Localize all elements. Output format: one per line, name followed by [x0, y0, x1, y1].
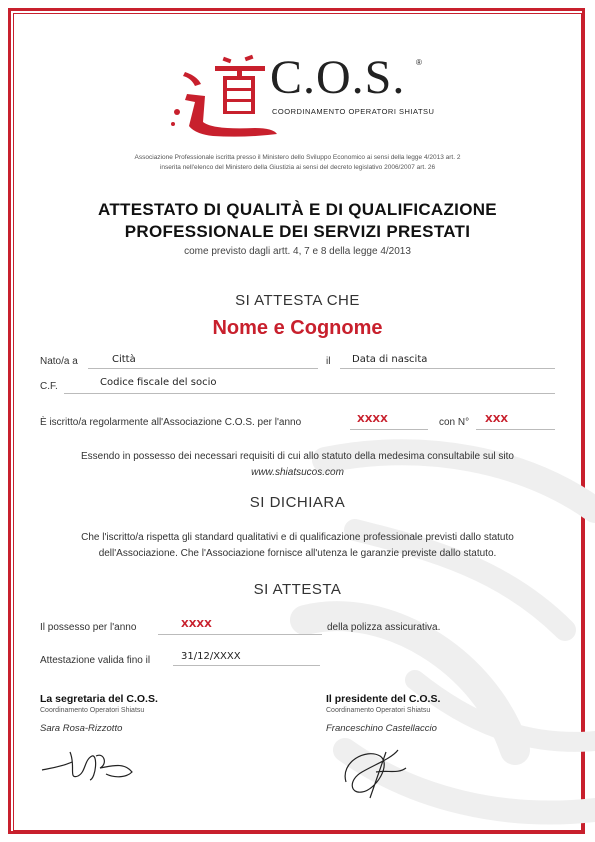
city-value: Città [112, 354, 136, 365]
born-label: Nato/a a [40, 356, 78, 367]
valid-label: Attestazione valida fino il [40, 655, 151, 666]
possession-year-value: XXXX [181, 619, 212, 630]
document-title [0, 199, 595, 243]
possession-year-underline [158, 634, 322, 635]
website-link[interactable]: www.shiatsucos.com [251, 467, 344, 478]
brand-subtitle: COORDINAMENTO OPERATORI SHIATSU [272, 107, 435, 116]
section-heading-attesta-che: SI ATTESTA CHE [235, 292, 360, 309]
secretary-subtitle: Coordinamento Operatori Shiatsu [40, 707, 145, 714]
declaration-line2: dell'Associazione. Che l'Associazione fornisce all'utenza le garanzie previste dallo statuto. [98, 548, 497, 559]
president-subtitle: Coordinamento Operatori Shiatsu [326, 707, 431, 714]
declaration-line1: Che l'iscritto/a rispetta gli standard qualitativi e di qualificazione professionale previsti dallo statuto [81, 532, 514, 543]
valid-date-underline [173, 665, 320, 666]
number-value: XXX [485, 414, 509, 425]
possession-label: Il possesso per l'anno [40, 622, 137, 633]
requisites-text [0, 449, 595, 481]
title-line1: ATTESTATO DI QUALITÀ E DI QUALIFICAZIONE [98, 200, 497, 219]
brand-logo-text: C.O.S. [270, 51, 406, 104]
cf-label: C.F. [40, 381, 58, 392]
city-underline [88, 368, 318, 369]
section-heading-dichiara: SI DICHIARA [249, 494, 346, 511]
enrolled-year-underline [350, 429, 428, 430]
title-reference: come previsto dagli artt. 4, 7 e 8 della legge 4/2013 [184, 246, 411, 257]
date-on-label: il [326, 356, 331, 367]
cf-underline [64, 393, 555, 394]
association-note-line2: inserita nell'elenco del Ministero della Giustizia ai sensi del decreto legislativo 2006/2007 art. 26 [159, 164, 436, 171]
president-title: Il presidente del C.O.S. [326, 693, 441, 705]
president-name: Franceschino Castellaccio [326, 723, 437, 734]
declaration-text [0, 530, 595, 562]
number-label: con N° [439, 417, 470, 428]
birthdate-underline [340, 368, 555, 369]
registered-mark: ® [416, 58, 422, 67]
member-name: Nome e Cognome [212, 317, 383, 339]
secretary-name: Sara Rosa-Rizzotto [40, 723, 123, 734]
president-signature-icon [336, 742, 416, 802]
secretary-title: La segretaria del C.O.S. [40, 693, 158, 705]
section-heading-attesta: SI ATTESTA [253, 581, 342, 598]
enrolled-year-value: XXXX [357, 414, 388, 425]
association-note [0, 153, 595, 173]
insurance-label: della polizza assicurativa. [327, 622, 441, 633]
enrolled-label: È iscritto/a regolarmente all'Associazione C.O.S. per l'anno [40, 417, 302, 428]
cf-value: Codice fiscale del socio [100, 377, 217, 388]
association-note-line1: Associazione Professionale iscritta presso il Ministero dello Sviluppo Economico ai sensi della legge 4/2013 art. 2 [134, 154, 461, 161]
dao-calligraphy-logo-icon [165, 52, 280, 140]
requisites-line1: Essendo in possesso dei necessari requisiti di cui allo statuto della medesima consultabile sul sito [80, 451, 514, 462]
valid-date-value: 31/12/XXXX [181, 651, 241, 662]
number-underline [476, 429, 555, 430]
secretary-signature-icon [40, 742, 140, 792]
title-line2: PROFESSIONALE DEI SERVIZI PRESTATI [124, 222, 471, 241]
birthdate-value: Data di nascita [352, 354, 428, 365]
